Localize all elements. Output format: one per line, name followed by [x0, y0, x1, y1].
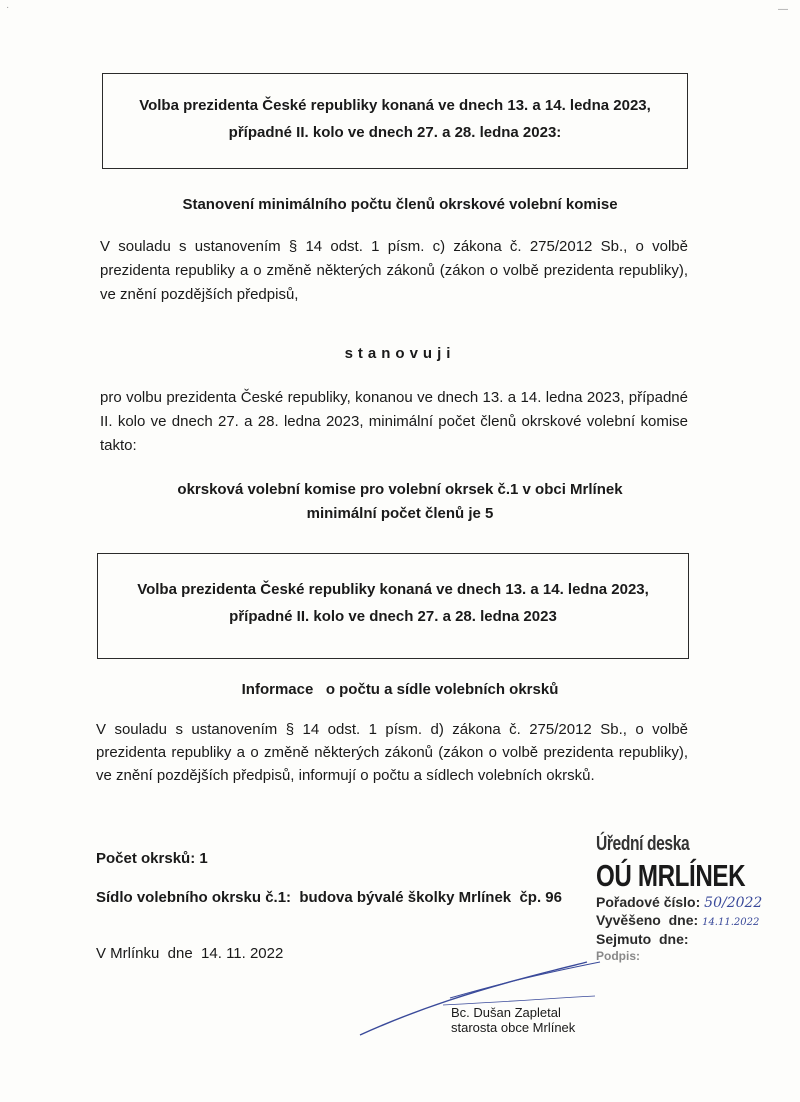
section1-body: pro volbu prezidenta České republiky, konanou ve dnech 13. a 14. ledna 2023, případné II. kolo ve dnech 27. a 28. ledna 2023, minimální počet členů okrskové volební komise takto:: [100, 389, 688, 454]
election-info-line2: případné II. kolo ve dnech 27. a 28. ledna 2023: [229, 608, 557, 625]
stamp-office-name: OÚ MRLÍNEK: [596, 858, 746, 893]
stamp-posted-label: Vyvěšeno dne:: [596, 912, 699, 928]
place-date: V Mrlínku dne 14. 11. 2022: [96, 945, 284, 962]
stamp-removed-row: [596, 931, 796, 948]
scan-mark: ·: [6, 2, 10, 13]
section1-verb: stanovuji: [344, 345, 456, 362]
election-title-line1: Volba prezidenta České republiky konaná ve dnech 13. a 14. ledna 2023,: [139, 97, 651, 114]
stamp-notice-board: Úřední deska: [596, 833, 690, 855]
signatory-title: starosta obce Mrlínek: [451, 1020, 576, 1035]
stamp-signature-label: Podpis:: [596, 949, 640, 963]
scan-mark: —: [778, 4, 788, 15]
stamp-order-label: Pořadové číslo:: [596, 894, 701, 910]
section2-heading: Informace o počtu a sídle volebních okrsků: [241, 681, 559, 698]
stamp-signature-row: [596, 948, 796, 965]
signatory-name: Bc. Dušan Zapletal: [451, 1005, 561, 1020]
stamp-order-value: 50/2022: [704, 895, 763, 911]
election-info-line1: Volba prezidenta České republiky konaná ve dnech 13. a 14. ledna 2023,: [137, 581, 649, 598]
notice-board-stamp: [596, 833, 796, 965]
election-info-box: [97, 553, 689, 659]
section2-intro: V souladu s ustanovením § 14 odst. 1 písm. d) zákona č. 275/2012 Sb., o volbě prezidenta republiky a o změně některých zákonů (zákon o volbě prezidenta republiky), ve znění pozdějších předpisů, informují o počtu a sídlech volebních okrsků.: [96, 721, 688, 784]
signature-block: [451, 1005, 575, 1035]
section1-heading: Stanovení minimálního počtu členů okrskové volební komise: [182, 196, 618, 213]
election-title-box: [102, 73, 688, 169]
section1-intro: V souladu s ustanovením § 14 odst. 1 písm. c) zákona č. 275/2012 Sb., o volbě prezidenta republiky a o změně některých zákonů (zákon o volbě prezidenta republiky), ve znění pozdějších předpisů,: [100, 238, 688, 303]
district-count: Počet okrsků: 1: [96, 850, 208, 867]
stamp-removed-label: Sejmuto dne:: [596, 931, 689, 947]
section1-result-line1: okrsková volební komise pro volební okrsek č.1 v obci Mrlínek: [177, 481, 623, 498]
section1-result-line2: minimální počet členů je 5: [306, 505, 494, 522]
district-seat: Sídlo volebního okrsku č.1: budova bývalé školky Mrlínek čp. 96: [96, 889, 562, 906]
stamp-posted-row: [596, 912, 796, 931]
election-title-line2: případné II. kolo ve dnech 27. a 28. ledna 2023:: [228, 124, 562, 141]
stamp-order-row: [596, 894, 796, 912]
stamp-posted-value: 14.11.2022: [702, 917, 760, 928]
